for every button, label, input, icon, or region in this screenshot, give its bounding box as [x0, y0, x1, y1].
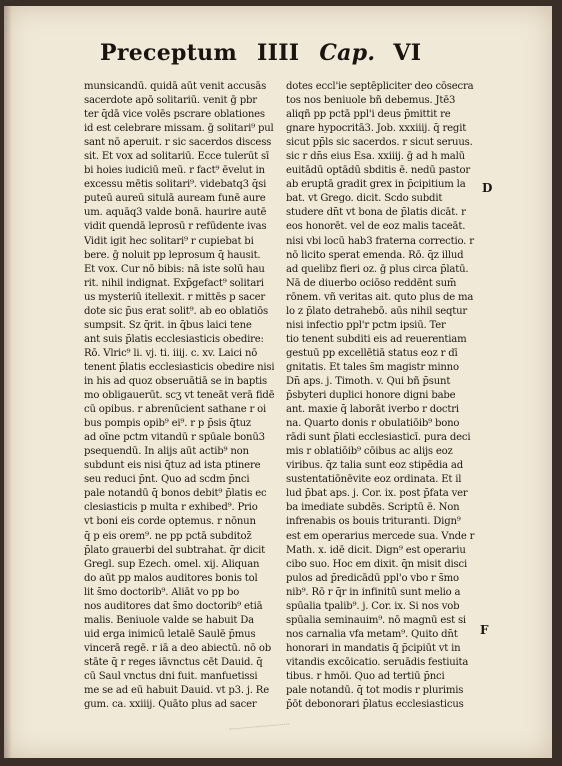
text-line: na. Quarto donis r obulatiōib⁹ bono	[286, 418, 460, 430]
text-line: est em operarius mercede sua. Vnde r	[286, 530, 475, 542]
text-line: bat. vt Grego. dicit. Scdo subdit	[286, 193, 443, 205]
text-line: ab eruptā gradit grex in p̄cipitium la	[286, 179, 466, 191]
text-line: bus pompis opib⁹ ei⁹. r p p̄sis q̄tuz	[84, 418, 251, 430]
text-line: nisi vbi locū hab3 fraterna correctio. r	[286, 235, 474, 247]
text-line: lo z p̄lato detrahebō. aūs nihil seqtur	[286, 305, 468, 317]
text-line: sic r dn̄s eius Esa. xxiiij. ḡ ad h malū	[286, 151, 465, 163]
right-text-column	[286, 80, 482, 712]
margin-letter-f: F	[480, 623, 489, 637]
text-line: seu reduci p̄nt. Quo ad scdm p̄nci	[84, 474, 250, 486]
text-line: Dn̄ aps. j. Timoth. v. Qui bñ p̄sunt	[286, 375, 451, 387]
text-line: infrenabis os bouis trituranti. Dign⁹	[286, 516, 461, 528]
text-line: nos carnalia vfa metam⁹. Quito dn̄t	[286, 628, 458, 640]
text-line: Et vox. Cur nō bibis: nā iste solū hau	[84, 263, 265, 275]
text-line: rit. nihil indignat. Exp̄gefact⁹ solitari	[84, 277, 264, 289]
running-head-cap-number: VI	[393, 40, 422, 66]
text-line: cibo suo. Hoc em dixit. q̄n misit disci	[286, 558, 467, 570]
text-line: gestuū pp excellētiā status eoz r dī	[286, 347, 458, 359]
text-line: clesiasticis p multa r exhibed⁹. Prio	[84, 502, 258, 514]
text-line: lit s̄mo doctorib⁹. Aliāt vo pp bo	[84, 586, 240, 598]
text-line: puteū aureū situlā auream funē aure	[84, 193, 266, 205]
text-line: subdunt eis nisi q̄tuz ad ista ptinere	[84, 460, 261, 472]
text-line: mo obligauerūt. scʒ vt teneāt verā fidē	[84, 390, 274, 402]
text-line: tibus. r hmōi. Quo ad tertiū p̄nci	[286, 670, 445, 682]
text-line: gum. ca. xxiiij. Quāto plus ad sacer	[84, 699, 257, 711]
text-line: ad oīne pctm vitandū r spūale bonū3	[84, 432, 265, 444]
text-line: p̄lato grauerbi del subtrahat. q̄r dicit	[84, 544, 265, 556]
running-head	[100, 40, 420, 66]
text-line: um. aquāq3 valde bonā. haurire autē	[84, 207, 267, 219]
text-line: bere. ḡ noluit pp leprosum q̄ hausit.	[84, 249, 261, 261]
text-line: pale notandū. q̄ tot modis r plurimis	[286, 685, 464, 697]
text-line: ant. maxie q̄ laborāt iverbo r doctri	[286, 404, 459, 416]
text-line: dotes eccl'ie septēpliciter deo cōsecra	[286, 81, 474, 92]
text-line: lud p̄bat aps. j. Cor. ix. post p̄fata ver	[286, 488, 468, 500]
text-line: Rō. Vlric⁹ li. vj. ti. iiij. c. xv. Laici nō	[84, 347, 258, 359]
text-line: spūalia seminauim⁹. nō magnū est si	[286, 614, 466, 626]
text-line: q̄ p eis orem⁹. ne pp pctā subditoz̄	[84, 530, 252, 542]
text-line: cū Saul vnctus dni fuit. manfuetissi	[84, 670, 258, 682]
text-line: tio tenent subditi eis ad reuerentiam	[286, 333, 467, 345]
text-line: vincerā regē. r iā a deo abiectū. nō ob	[84, 642, 272, 654]
text-line: vitandis excōicatio. seruādis festiuita	[286, 656, 469, 668]
text-line: ant suis p̄latis ecclesiasticis obedire:	[84, 333, 264, 345]
text-line: cū opibus. r abrenūcient sathane r oi	[84, 404, 267, 416]
text-line: in his ad quoz obseruātiā se in baptis	[84, 375, 267, 387]
text-line: rōnem. vñ veritas ait. quto plus de ma	[286, 291, 474, 303]
text-line: aliqñ pp pctā ppl'i deus p̄mittit re	[286, 109, 451, 121]
text-line: nō licito sperat emenda. Rō. q̄z illud	[286, 249, 464, 261]
text-line: honorari in mandatis q̄ p̄cipiūt vt in	[286, 642, 461, 654]
text-line: Vidit igit hec solitari⁹ r cupiebat bi	[84, 235, 254, 247]
text-line: Gregl. sup Ezech. omel. xij. Aliquan	[84, 558, 260, 570]
text-line: munsicandū. quidā aūt venit accusās	[84, 81, 267, 92]
text-line: studere dn̄t vt bona de p̄latis dicāt. r	[286, 207, 466, 219]
text-line: ad quelibz fieri oz. ḡ plus circa p̄latū.	[286, 263, 469, 275]
text-line: malis. Beniuole valde se habuit Da	[84, 614, 254, 626]
faint-marginal-mark	[229, 723, 290, 743]
text-line: ter q̄dā vice volēs pscrare oblationes	[84, 109, 265, 121]
text-line: me se ad eū habuit Dauid. vt p3. j. Re	[84, 685, 269, 697]
text-line: excessu mētis solitari⁹. videbatq3 q̄si	[84, 179, 267, 191]
running-head-title: Preceptum	[100, 40, 238, 66]
text-line: dote sic p̄us erat solit⁹. ab eo oblatiōs	[84, 305, 268, 317]
text-line: id est celebrare missam. ḡ solitari⁹ pul	[84, 123, 274, 135]
running-head-number: IIII	[257, 40, 300, 66]
page-binding-shadow	[4, 6, 12, 758]
text-line: vt boni eis corde optemus. r nōnun	[84, 516, 256, 528]
text-line: nib⁹. Rō r q̄r in infinitū sunt melio a	[286, 586, 461, 598]
text-line: eos honorēt. vel de eoz malis taceāt.	[286, 221, 466, 233]
text-line: ba imediate subdēs. Scriptū ē. Non	[286, 502, 460, 514]
text-line: pulos ad p̄redicādū ppl'o vbo r s̄mo	[286, 572, 459, 584]
text-line: uid erga inimicū letalē Saulē p̄mus	[84, 628, 256, 640]
text-line: tos nos beniuole bñ debemus. Jtē3	[286, 95, 456, 107]
text-line: gnitatis. Et tales s̄m magistr minno	[286, 361, 459, 373]
running-head-cap: Cap.	[319, 40, 376, 66]
text-line: tenent p̄latis ecclesiasticis obedire nisi	[84, 361, 274, 373]
text-line: Math. x. idē dicit. Dign⁹ est operariu	[286, 544, 466, 556]
text-line: sicut pp̄ls sic sacerdos. r sicut seruus.	[286, 137, 473, 149]
book-page	[4, 6, 552, 758]
text-line: us mysteriū itellexit. r mittēs p sacer	[84, 291, 266, 303]
text-line: pale notandū q̄ bonos debit⁹ p̄latis ec	[84, 488, 267, 500]
text-line: nos auditores dat s̄mo doctorib⁹ etiā	[84, 600, 263, 612]
text-line: sacerdote apō solitariū. venit ḡ pbr	[84, 95, 257, 107]
text-line: sustentatiōnēvite eoz ordinata. Et il	[286, 474, 462, 486]
margin-letter-d: D	[482, 181, 493, 195]
text-line: sit. Et vox ad solitariū. Ecce tulerūt sī	[84, 151, 270, 163]
text-line: gnare hypocritā3. Job. xxxiiij. q̄ regit	[286, 123, 467, 135]
text-line: euitādū optādū sbditis ē. nedū pastor	[286, 165, 470, 177]
text-line: bi hoies iudiciū meū. r fact⁹ ēvelut in	[84, 165, 265, 177]
left-text-column	[84, 80, 274, 712]
text-line: sumpsit. Sz q̄rit. in q̄bus laici tene	[84, 319, 252, 331]
text-line: do aūt pp malos auditores bonis tol	[84, 572, 258, 584]
text-line: vidit quendā leprosū r refūdente ivas	[84, 221, 267, 233]
text-line: spūalia tpalib⁹. j. Cor. ix. Si nos vob	[286, 600, 460, 612]
text-line: sant nō aperuit. r sic sacerdos discess	[84, 137, 272, 149]
text-line: p̄ōt debonorari p̄latus ecclesiasticus	[286, 699, 464, 711]
text-line: nisi infectio ppl'r pctm ipsiū. Ter	[286, 319, 446, 331]
text-line: mis r oblatiōib⁹ cōibus ac alijs eoz	[286, 446, 453, 458]
text-line: psequendū. In alijs aūt actib⁹ non	[84, 446, 249, 458]
text-line: stāte q̄ r reges iāvnctus cēt Dauid. q̄	[84, 656, 263, 668]
text-line: Nā de diuerbo ociōso reddēnt sum̄	[286, 277, 457, 289]
text-line: p̄sbyteri duplici honore digni babe	[286, 390, 456, 402]
text-line: rādi sunt p̄lati ecclesiasticī. pura deci	[286, 432, 471, 444]
text-line: viribus. q̄z talia sunt eoz stipēdia ad	[286, 460, 464, 472]
